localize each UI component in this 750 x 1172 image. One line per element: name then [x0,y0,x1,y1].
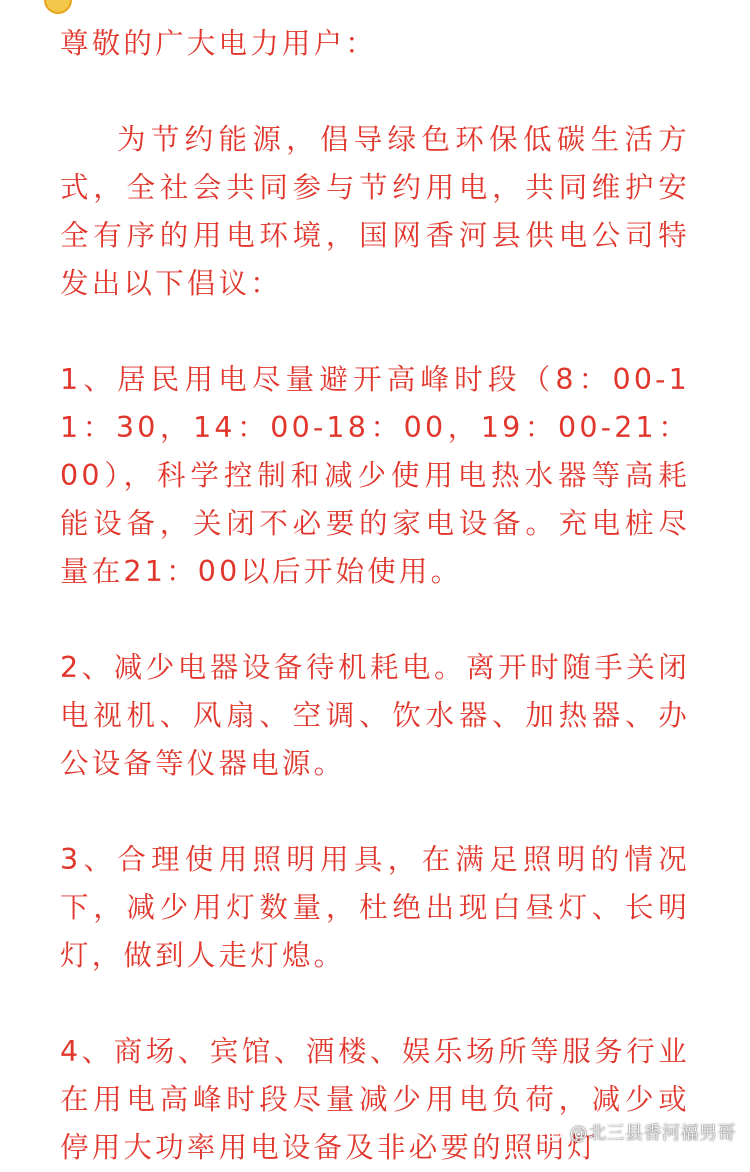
greeting-line: 尊敬的广大电力用户： [60,27,378,60]
notice-article [60,20,690,1172]
proposal-item-1: 1、居民用电尽量避开高峰时段（8：00-11：30，14：00-18：00，19：00-21：00），科学控制和减少使用电热水器等高耗能设备，关闭不必要的家电设备。充电桩尽量在21：00以后开始使用。 [60,363,690,588]
intro-paragraph: 为节约能源，倡导绿色环保低碳生活方式，全社会共同参与节约用电，共同维护安全有序的用电环境，国网香河县供电公司特发出以下倡议： [60,123,690,300]
proposal-item-3: 3、合理使用照明用具，在满足照明的情况下，减少用灯数量，杜绝出现白昼灯、长明灯，做到人走灯熄。 [60,843,690,972]
decorative-badge-icon [44,0,72,14]
proposal-item-4: 4、商场、宾馆、酒楼、娱乐场所等服务行业在用电高峰时段尽量减少用电负荷，减少或停用大功率用电设备及非必要的照明灯 [60,1035,690,1164]
proposal-item-2: 2、减少电器设备待机耗电。离开时随手关闭电视机、风扇、空调、饮水器、加热器、办公设备等仪器电源。 [60,651,690,780]
weibo-icon [540,1122,566,1142]
weibo-watermark [540,1119,737,1145]
watermark-text: @北三县香河福男哥 [569,1123,736,1144]
